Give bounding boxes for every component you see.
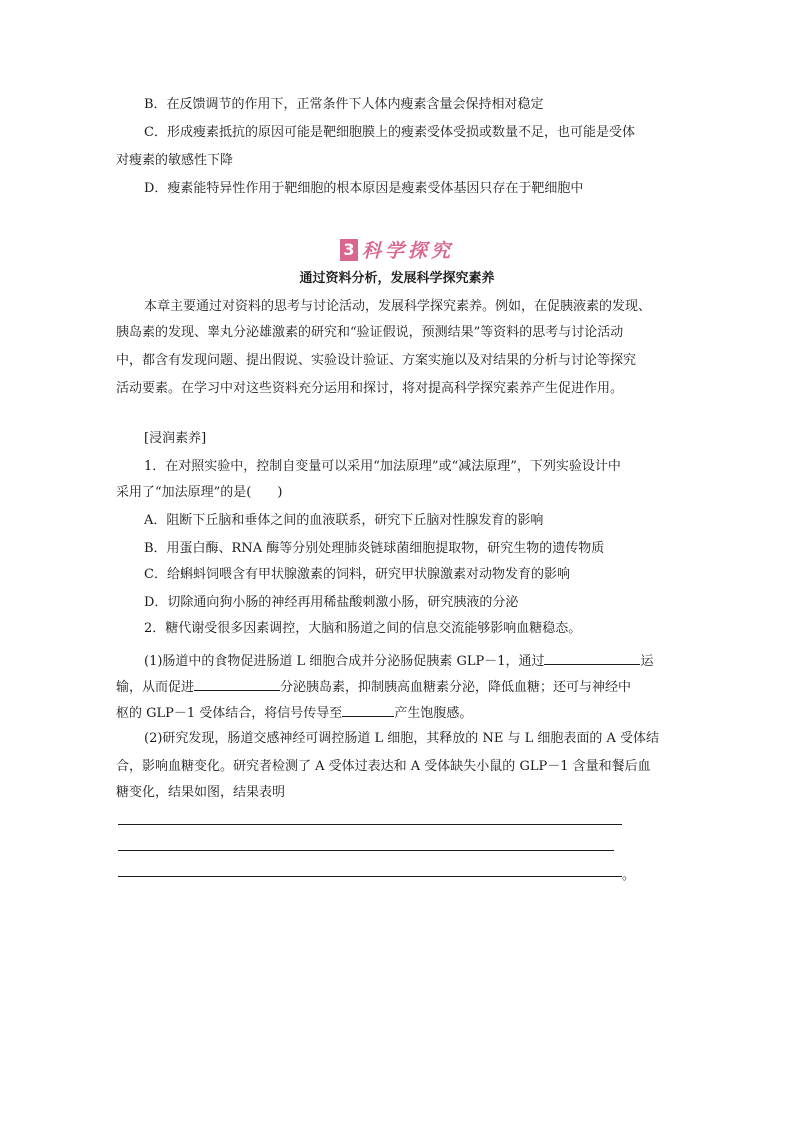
option-c-line1: C．形成瘦素抵抗的原因可能是靶细胞膜上的瘦素受体受损或数量不足，也可能是受体 bbox=[144, 125, 635, 140]
question-2-stem: 2．糖代谢受很多因素调控，大脑和肠道之间的信息交流能够影响血糖稳态。 bbox=[144, 621, 582, 636]
answer-blank-1[interactable] bbox=[544, 650, 640, 665]
answer-blank-3[interactable] bbox=[342, 702, 394, 717]
question-2-1-line2 bbox=[116, 676, 631, 697]
answer-line-2[interactable] bbox=[118, 850, 614, 851]
question-2-1-text-f: 产生饱腹感。 bbox=[394, 706, 473, 721]
question-2-1-text-a: (1)肠道中的食物促进肠道 L 细胞合成并分泌肠促胰素 GLP－1，通过 bbox=[144, 654, 545, 669]
question-1-line2: 采用了“加法原理”的是( ) bbox=[116, 485, 283, 500]
answer-line-1[interactable] bbox=[118, 824, 622, 825]
question-2-1-text-b: 运 bbox=[640, 654, 654, 669]
section-subtitle: 通过资料分析，发展科学探究素养 bbox=[299, 271, 495, 286]
question-1-option-c: C．给蝌蚪饲喂含有甲状腺激素的饲料，研究甲状腺激素对动物发育的影响 bbox=[144, 567, 570, 582]
question-1-option-d: D．切除通向狗小肠的神经再用稀盐酸刺激小肠，研究胰液的分泌 bbox=[144, 595, 519, 610]
question-2-1-line1 bbox=[144, 650, 654, 671]
question-2-2-line2: 合，影响血糖变化。研究者检测了 A 受体过表达和 A 受体缺失小鼠的 GLP－1 含量和餐后血 bbox=[116, 759, 651, 774]
option-b: B．在反馈调节的作用下，正常条件下人体内瘦素含量会保持相对稳定 bbox=[144, 97, 544, 112]
practice-label: [浸润素养] bbox=[144, 431, 207, 446]
question-1-option-a: A．阻断下丘脑和垂体之间的血液联系，研究下丘脑对性腺发育的影响 bbox=[144, 513, 544, 528]
intro-line-4: 活动要素。在学习中对这些资料充分运用和探讨，将对提高科学探究素养产生促进作用。 bbox=[116, 381, 624, 396]
question-2-1-text-d: 分泌胰岛素，抑制胰高血糖素分泌，降低血糖；还可与神经中 bbox=[280, 680, 632, 695]
question-2-2-line1: (2)研究发现，肠道交感神经可调控肠道 L 细胞，其释放的 NE 与 L 细胞表面的 A 受体结 bbox=[144, 731, 659, 746]
answer-end-period: 。 bbox=[622, 868, 636, 883]
answer-line-3[interactable] bbox=[118, 876, 622, 877]
section-heading bbox=[0, 236, 794, 263]
intro-line-3: 中，都含有发现问题、提出假说、实验设计验证、方案实施以及对结果的分析与讨论等探究 bbox=[116, 353, 637, 368]
question-1-option-b: B．用蛋白酶、RNA 酶等分别处理肺炎链球菌细胞提取物，研究生物的遗传物质 bbox=[144, 541, 605, 556]
section-number-badge: 3 bbox=[340, 239, 358, 261]
intro-line-1: 本章主要通过对资料的思考与讨论活动，发展科学探究素养。例如，在促胰液素的发现、 bbox=[144, 299, 652, 314]
section-title: 科学探究 bbox=[361, 240, 454, 262]
question-2-1-text-c: 输，从而促进 bbox=[116, 680, 195, 695]
option-d: D．瘦素能特异性作用于靶细胞的根本原因是瘦素受体基因只存在于靶细胞中 bbox=[144, 181, 584, 196]
option-c-line2: 对瘦素的敏感性下降 bbox=[116, 153, 234, 168]
answer-blank-2[interactable] bbox=[194, 676, 280, 691]
question-2-2-line3: 糖变化，结果如图，结果表明 bbox=[116, 785, 286, 800]
intro-line-2: 胰岛素的发现、睾丸分泌雄激素的研究和“验证假说，预测结果”等资料的思考与讨论活动 bbox=[116, 325, 624, 340]
question-2-1-text-e: 枢的 GLP－1 受体结合，将信号传导至 bbox=[116, 706, 343, 721]
question-2-1-line3 bbox=[116, 702, 472, 723]
question-1-line1: 1．在对照实验中，控制自变量可以采用“加法原理”或“减法原理”，下列实验设计中 bbox=[144, 459, 621, 474]
